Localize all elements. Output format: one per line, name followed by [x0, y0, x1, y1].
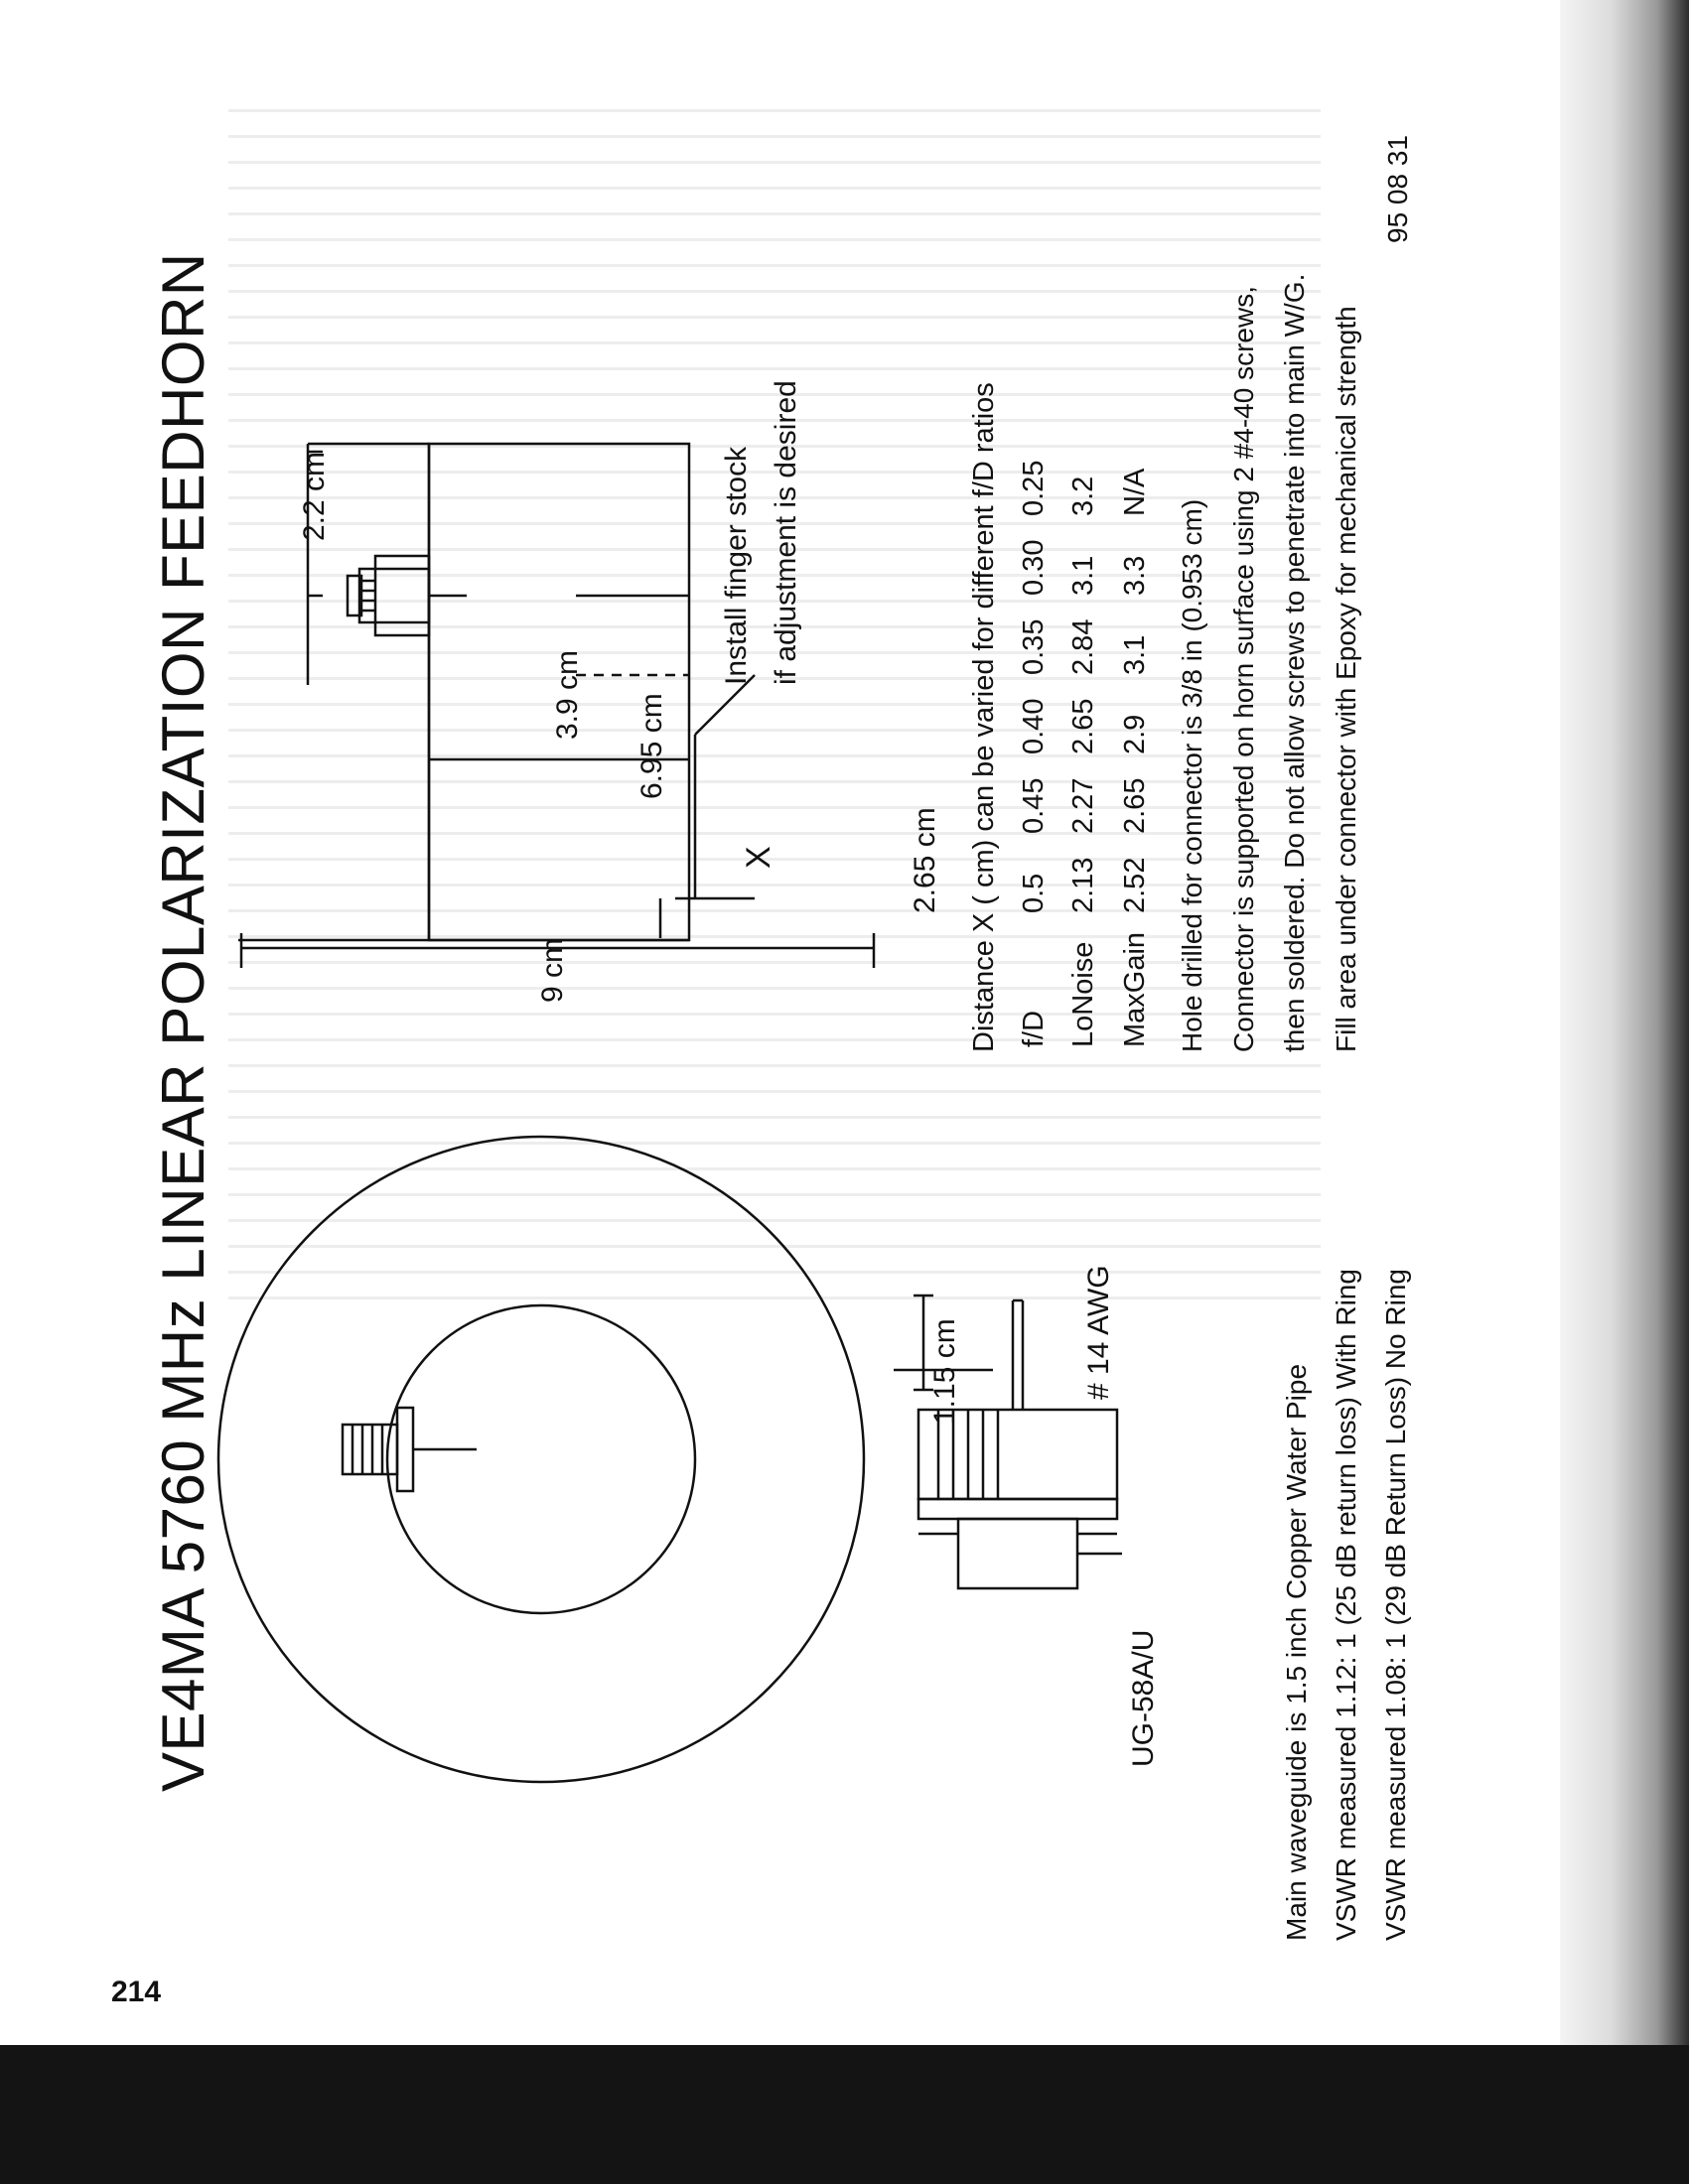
note-fill: Fill area under connector with Epoxy for mechanical strength [1331, 306, 1361, 1052]
dim-x: X [740, 846, 777, 869]
table-cell: 2.27 [1067, 777, 1099, 834]
page-title: VE4MA 5760 MHz LINEAR POLARIZATION FEEDHORN [150, 252, 216, 1792]
table-cell: 0.5 [1018, 873, 1050, 913]
table-cell: 2.84 [1067, 618, 1099, 675]
dim-3-9cm: 3.9 cm [551, 649, 584, 740]
note-vswr-ring: VSWR measured 1.12: 1 (25 dB return loss) With Ring [1331, 1269, 1361, 1941]
table-cell: 2.9 [1119, 714, 1151, 754]
dim-2-2cm: 2.2 cm [298, 451, 331, 541]
wire-gauge: # 14 AWG [1082, 1265, 1115, 1400]
table-cell: 0.35 [1018, 618, 1050, 675]
dim-2-65cm: 2.65 cm [909, 807, 941, 913]
page-number: 214 [111, 1976, 162, 2008]
dim-6-95cm: 6.95 cm [635, 693, 668, 799]
end-connector-icon [343, 1408, 477, 1491]
horn-end-view-inner [387, 1305, 695, 1613]
table-cell: 0.40 [1018, 698, 1050, 754]
table-cell: 2.13 [1067, 857, 1099, 913]
note-hole: Hole drilled for connector is 3/8 in (0.953 cm) [1177, 498, 1207, 1052]
table-caption: Distance X ( cm) can be varied for different f/D ratios [968, 382, 1000, 1052]
table-cell: 3.3 [1119, 555, 1151, 596]
table-cell: 0.45 [1018, 777, 1050, 834]
note-vswr-noring: VSWR measured 1.08: 1 (29 dB Return Loss) No Ring [1380, 1269, 1411, 1941]
finger-stock-note-2: if adjustment is desired [770, 380, 802, 685]
finger-stock-note-1: Install finger stock [720, 446, 753, 685]
table-cell: N/A [1119, 468, 1151, 516]
table-row-label: f/D [1018, 1010, 1050, 1047]
table-cell: 0.25 [1018, 460, 1050, 516]
table-cell: 2.65 [1067, 698, 1099, 754]
dim-9cm: 9 cm [536, 937, 569, 1003]
note-support-2: then soldered. Do not allow screws to penetrate into main W/G. [1279, 273, 1310, 1052]
connector-type: UG-58A/U [1127, 1629, 1160, 1767]
table-cell: 0.30 [1018, 539, 1050, 596]
table-cell: 3.1 [1067, 555, 1099, 596]
table-cell: 2.65 [1119, 777, 1151, 834]
table-row-label: MaxGain [1119, 931, 1151, 1047]
table-row-label: LoNoise [1067, 941, 1099, 1047]
note-support-1: Connector is supported on horn surface using 2 #4-40 screws, [1228, 286, 1259, 1052]
horn-end-view-outer [218, 1137, 864, 1782]
note-waveguide: Main waveguide is 1.5 inch Copper Water Pipe [1281, 1363, 1312, 1941]
side-connector-icon [348, 556, 467, 635]
date-code: 95 08 31 [1382, 135, 1413, 243]
table-cell: 3.2 [1067, 476, 1099, 516]
probe-length: 1.15 cm [928, 1318, 961, 1425]
scan-background [0, 2045, 1689, 2184]
table-cell: 2.52 [1119, 857, 1151, 913]
table-cell: 3.1 [1119, 634, 1151, 675]
